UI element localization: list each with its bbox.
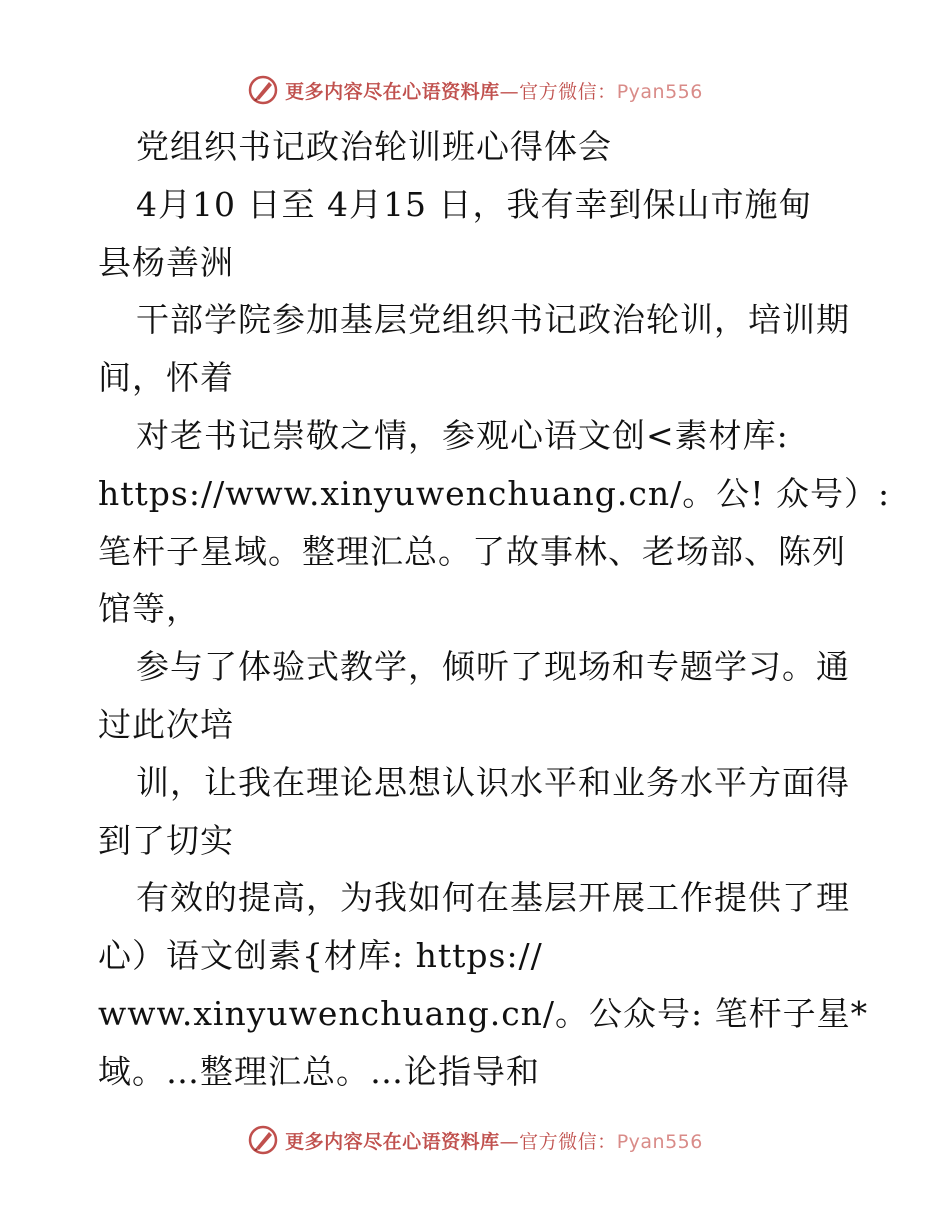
banner-main-text: 更多内容尽在心语资料库 <box>285 1130 500 1153</box>
text-line: www.xinyuwenchuang.cn/。公众号: 笔杆子星* <box>98 993 869 1033</box>
text-line: 县杨善洲 <box>98 242 234 282</box>
document-title: 党组织书记政治轮训班心得体会 <box>136 127 612 166</box>
text-line: 4月10 日至 4月15 日，我有幸到保山市施甸 <box>136 184 813 224</box>
text-line: 参与了体验式教学，倾听了现场和专题学习。通 <box>136 647 850 687</box>
banner-official-label: 官方微信： <box>519 80 617 103</box>
quill-pen-logo-icon <box>247 74 279 106</box>
banner-text <box>285 1127 703 1154</box>
banner-dash: — <box>499 80 520 103</box>
text-line: 心）语文创素{材库: https:// <box>98 936 543 976</box>
text-line: 域。…整理汇总。…论指导和 <box>98 1051 540 1091</box>
document-body <box>98 118 891 1101</box>
banner-official-label: 官方微信： <box>519 1130 617 1153</box>
text-line: 过此次培 <box>98 704 234 744</box>
banner-wechat-id: Pyan556 <box>616 1130 703 1153</box>
text-line: 对老书记崇敬之情，参观心语文创<素材库: <box>136 415 789 455</box>
banner-wechat-id: Pyan556 <box>616 80 703 103</box>
text-line: 有效的提高，为我如何在基层开展工作提供了理 <box>136 878 850 918</box>
banner-text <box>285 77 703 104</box>
text-line: 到了切实 <box>98 820 234 860</box>
text-line: 干部学院参加基层党组织书记政治轮训，培训期 <box>136 300 850 340</box>
text-line: https://www.xinyuwenchuang.cn/。公! 众号）: <box>98 473 891 513</box>
text-line: 训，让我在理论思想认识水平和业务水平方面得 <box>136 762 850 802</box>
quill-pen-logo-icon <box>247 1124 279 1156</box>
text-line: 间，怀着 <box>98 358 234 398</box>
header-banner <box>0 72 950 108</box>
banner-dash: — <box>499 1130 520 1153</box>
banner-main-text: 更多内容尽在心语资料库 <box>285 80 500 103</box>
footer-banner <box>0 1122 950 1158</box>
text-line: 笔杆子星域。整理汇总。了故事林、老场部、陈列 <box>98 531 846 571</box>
text-line: 馆等， <box>98 589 200 629</box>
